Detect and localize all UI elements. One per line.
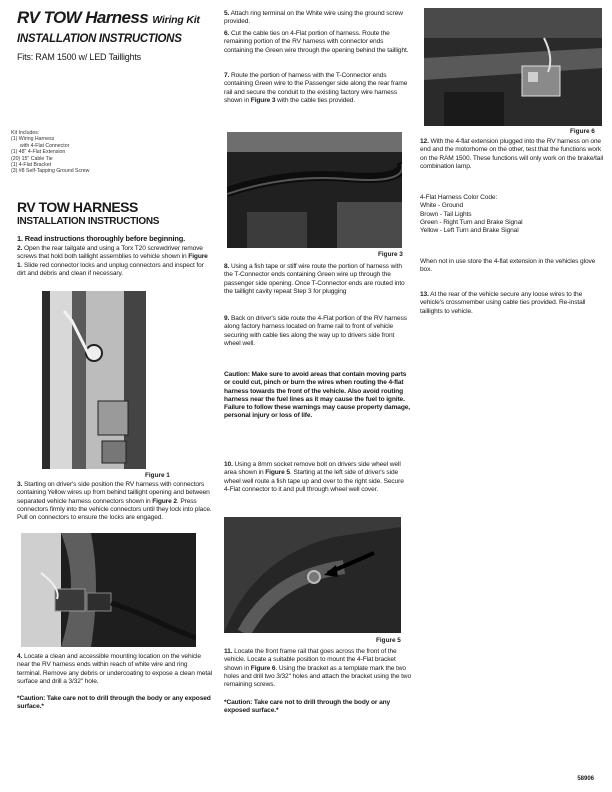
step-11 (224, 648, 412, 689)
figure-3-caption: Figure 3 (378, 251, 403, 258)
title-text: RV TOW Harness (17, 8, 149, 27)
step-number: 9. (224, 315, 230, 322)
step-8 (224, 263, 410, 296)
step-text: Using a 8mm socket remove bolt on drivers side wheel well area shown in (224, 461, 401, 477)
document-title (17, 8, 200, 28)
figure-2-photo (21, 533, 196, 647)
step-2 (17, 245, 213, 278)
step-4-caution: *Caution: Take care not to drill through the body or any exposed surface.* (17, 695, 211, 711)
step-number: 2. (17, 245, 23, 252)
step-10 (224, 461, 410, 494)
step-11-caution: *Caution: Take care not to drill through the body or any exposed surface.* (224, 699, 391, 715)
step-text: . Starting at the left side of driver's side wheel well route a fish tape up and over to the right side. Secure 4-Flat connector to it and pull through wheel well cover. (224, 469, 404, 493)
step-number: 12. (420, 138, 429, 145)
step-4 (17, 653, 213, 686)
kit-item: (1) 48" 4-Flat Extension (11, 149, 66, 156)
kit-includes-list (11, 130, 121, 175)
step-text: . Using the bracket as a template mark the two holes and drill two 3/32" holes and attach the bracket using the two remaining screws. (224, 664, 411, 689)
storage-note: When not in use store the 4-flat extension in the vehicles glove box. (420, 258, 596, 274)
figure-reference: Figure 2 (152, 497, 177, 505)
step-number: 3. (17, 481, 23, 488)
kit-item: (3) #8 Self-Tapping Ground Screw (11, 168, 90, 175)
step-text: . Press connectors firmly into the vehicle connectors until they lock into place. Pull on connectors to ensure the locks are engaged. (17, 497, 212, 522)
color-code-item: Brown - Tail Lights (420, 210, 472, 218)
kit-item: (20) 15" Cable Tie (11, 155, 53, 162)
figure-3-photo (227, 132, 402, 248)
figure-5-photo (224, 517, 401, 633)
title-subtitle: Wiring Kit (152, 14, 200, 26)
kit-item: (1) Wiring Harness (11, 136, 55, 143)
step-number: 13. (420, 291, 429, 298)
part-number: 58906 (577, 776, 594, 782)
step-1: 1. Read instructions thoroughly before beginning. (17, 234, 185, 243)
step-5 (224, 10, 410, 27)
figure-reference: Figure 6 (250, 664, 276, 672)
step-text: Starting on driver's side position the RV harness with connectors containing Yellow wires up from behind taillight opening and between separated vehicle harness connectors shown in (17, 481, 210, 505)
step-12 (420, 138, 604, 171)
figure-1-caption: Figure 1 (145, 472, 170, 479)
figure-reference: Figure 3 (250, 96, 276, 104)
step-number: 5. (224, 10, 230, 17)
figure-1-photo (42, 291, 146, 469)
caution-text: Caution: Make sure to avoid areas that contain moving parts or could cut, pinch or burn the wires when routing the 4-flat harness towards the front of the vehicle. Also avoid routing harness near the fuel lines as it may cause the fuel to ignite. (224, 371, 407, 403)
step-9 (224, 315, 410, 348)
routing-caution (224, 371, 412, 421)
step-text: Route the portion of harness with the T-Connector ends containing Green wire to the Passenger side along the rear frame rail and secure the conduit to the existing factory wire harness shown in (224, 72, 408, 104)
color-code-item: Yellow - Left Turn and Brake Signal (420, 227, 519, 235)
step-text: Open the rear tailgate and using a Torx T20 screwdriver remove screws that hold both taillight assemblies to vehicle shown in (17, 245, 203, 261)
step-text: At the rear of the vehicle secure any loose wires to the vehicle's crossmember using cable ties provided. Re-install taillights to vehicle. (420, 291, 586, 315)
figure-reference: Figure 1 (17, 253, 208, 269)
kit-item: (1) 4-Flat Bracket (11, 162, 52, 169)
step-number: 7. (224, 72, 230, 79)
color-code-heading: 4-Flat Harness Color Code: (420, 194, 498, 201)
fitment-line: Fits: RAM 1500 w/ LED Taillights (17, 52, 141, 62)
step-text: Locate a clean and accessible mounting location on the vehicle near the RV harness ends within reach of white wire and ring terminal. Remove any debris or undercoating to expose a clean metal surface and drill a 3/32" hole. (17, 653, 213, 685)
figure-6-caption: Figure 6 (570, 128, 595, 135)
step-text: With the 4-flat extension plugged into the RV harness on one end and the motorhome on the other, test that the functions work on the RAM 1500. These functions will only work on the brake/tail combination lamp. (420, 138, 604, 170)
color-code-list (420, 194, 604, 235)
step-6 (224, 30, 410, 55)
section-subtitle: INSTALLATION INSTRUCTIONS (17, 216, 160, 227)
step-text: with the cable ties provided. (275, 96, 356, 104)
figure-5-caption: Figure 5 (376, 637, 401, 644)
step-number: 4. (17, 653, 23, 660)
section-title: RV TOW HARNESS (17, 199, 138, 215)
color-code-item: White - Ground (420, 202, 464, 210)
installation-heading: INSTALLATION INSTRUCTIONS (17, 33, 182, 45)
step-7 (224, 72, 410, 105)
step-number: 11. (224, 648, 233, 655)
color-code-item: Green - Right Turn and Brake Signal (420, 218, 523, 226)
kit-item: with 4-Flat Connector (20, 142, 70, 149)
step-text: Cut the cable ties on 4-Flat portion of harness. Route the remaining portion of the RV harness with connector ends containing the Green wire through the opening behind the taillight. (224, 30, 409, 54)
step-text: Using a fish tape or stiff wire route the portion of harness with the T-Connector ends containing Green wire up through the passenger side opening. Once T-Connector ends are routed into the taillight cavity repeat Step 3 for plugging (224, 263, 405, 295)
caution-failure-text: Failure to follow these warnings may cause property damage, personal injury or loss of life. (224, 404, 411, 420)
step-number: 10. (224, 461, 233, 468)
kit-heading: Kit Includes: (11, 130, 40, 136)
step-13 (420, 291, 604, 316)
step-text: Back on driver's side route the 4-Flat portion of the RV harness along factory harness located on frame rail to front of vehicle securing with cable ties along the way up to drivers side front wheel well. (224, 315, 407, 347)
step-number: 8. (224, 263, 230, 270)
step-3 (17, 481, 213, 522)
step-text: Locate the front frame rail that goes across the front of the vehicle. Locate a suitable position to mount the 4-Flat bracket shown in (224, 648, 397, 672)
step-text: Attach ring terminal on the White wire using the ground screw provided. (224, 10, 403, 26)
step-text: . Slide red connector locks and unplug connectors and inspect for dirt and debris and clean if necessary. (17, 261, 204, 277)
figure-6-photo (424, 8, 602, 126)
figure-reference: Figure 5 (265, 469, 290, 477)
step-number: 6. (224, 30, 230, 37)
